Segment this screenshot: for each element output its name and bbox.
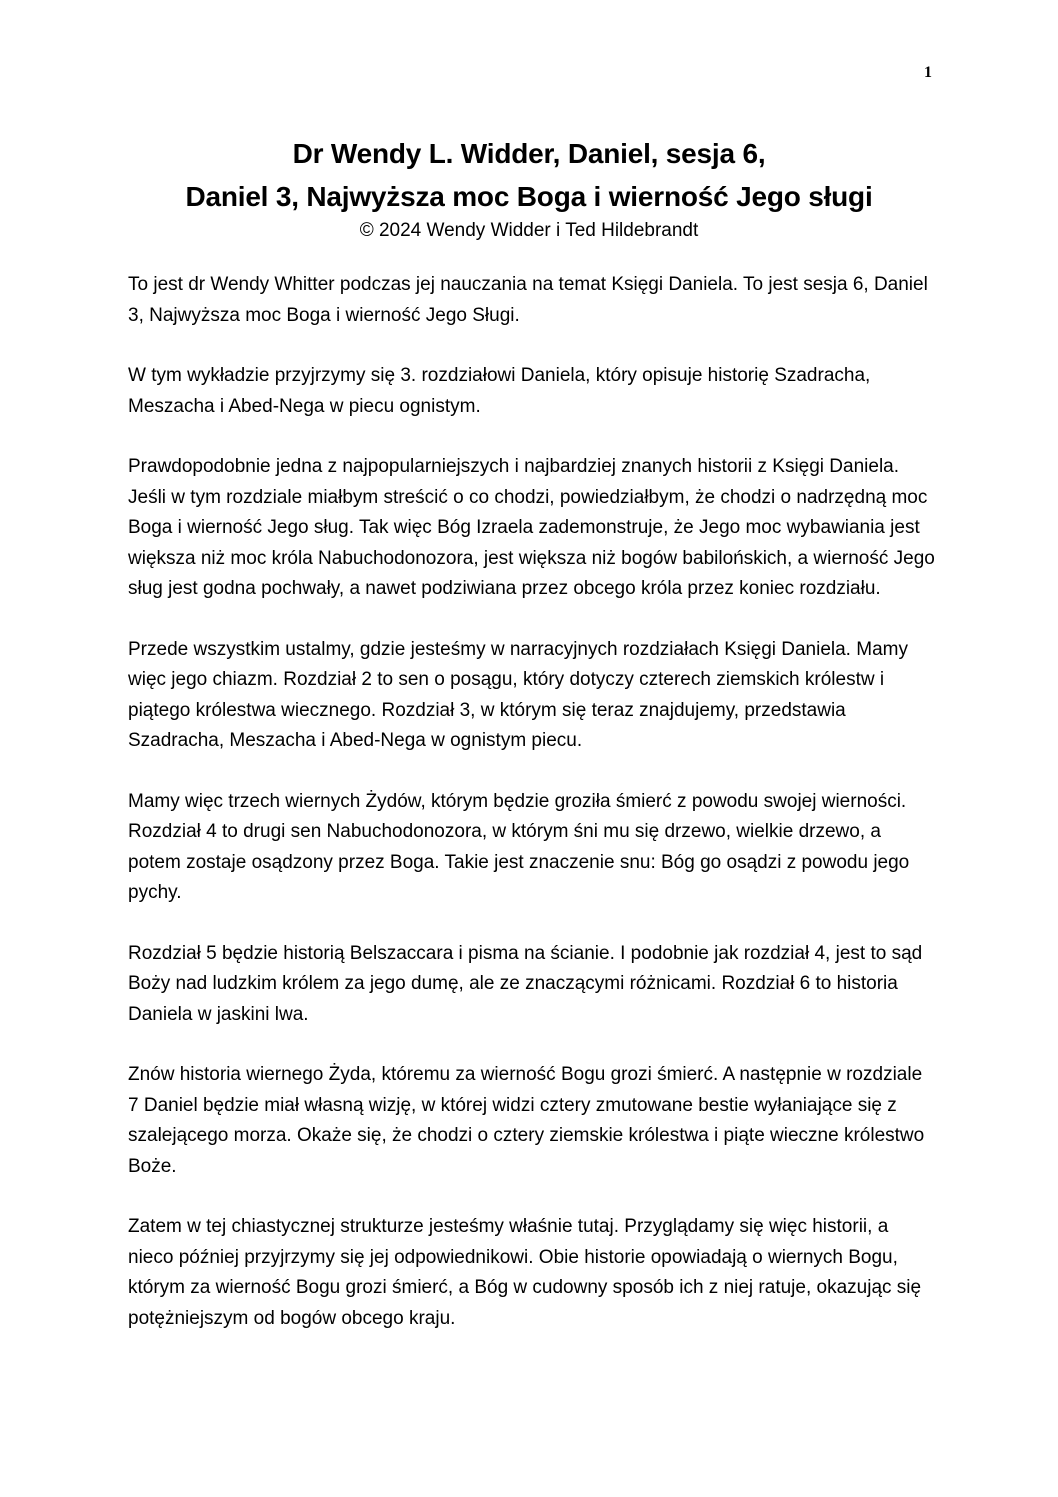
title-line-1: Dr Wendy L. Widder, Daniel, sesja 6, [292,138,766,169]
paragraph-2: W tym wykładzie przyjrzymy się 3. rozdziałowi Daniela, który opisuje historię Szadracha, Meszacha i Abed-Nega w piecu ognistym. [128,365,871,417]
paragraph-8: Zatem w tej chiastycznej strukturze jesteśmy właśnie tutaj. Przyglądamy się więc historii, a nieco później przyjrzymy się jej odpowiednikowi. Obie historie opowiadają o wiernych Bogu, którym za wierność Bogu grozi śmierć, a Bóg w cudowny sposób ich z niej ratuje, okazując się potężniejszym od bogów obcego kraju. [128,1216,922,1329]
copyright-line: © 2024 Wendy Widder i Ted Hildebrandt [359,220,699,241]
document-body [128,270,936,1334]
title-line-2: Daniel 3, Najwyższa moc Boga i wierność Jego sługi [185,181,873,212]
paragraph-4: Przede wszystkim ustalmy, gdzie jesteśmy w narracyjnych rozdziałach Księgi Daniela. Mamy więc jego chiazm. Rozdział 2 to sen o posągu, który dotyczy czterech ziemskich królestw i piątego królestwa wiecznego. Rozdział 3, w którym się teraz znajdujemy, przedstawia Szadracha, Meszacha i Abed-Nega w ognistym piecu. [128,638,908,751]
paragraph-3: Prawdopodobnie jedna z najpopularniejszych i najbardziej znanych historii z Księgi Daniela. Jeśli w tym rozdziale miałbym streścić o co chodzi, powiedziałbym, że chodzi o nadrzędną moc Boga i wierność Jego sług. Tak więc Bóg Izraela zademonstruje, że Jego moc wybawiania jest większa niż moc króla Nabuchodonozora, jest większa niż bogów babilońskich, a wierność Jego sług jest godna pochwały, a nawet podziwiana przez obcego króla przez koniec rozdziału. [128,456,935,599]
page-number: 1 [924,64,932,81]
paragraph-1: To jest dr Wendy Whitter podczas jej nauczania na temat Księgi Daniela. To jest sesja 6, Daniel 3, Najwyższa moc Boga i wierność Jego Sługi. [128,274,928,326]
paragraph-5: Mamy więc trzech wiernych Żydów, którym będzie groziła śmierć z powodu swojej wierności. Rozdział 4 to drugi sen Nabuchodonozora, w którym śni mu się drzewo, wielkie drzewo, a potem zostaje osądzony przez Boga. Takie jest znaczenie snu: Bóg go osądzi z powodu jego pychy. [128,790,910,903]
document-header [120,132,938,244]
paragraph-7: Znów historia wiernego Żyda, któremu za wierność Bogu grozi śmierć. A następnie w rozdziale 7 Daniel będzie miał własną wizję, w której widzi cztery zmutowane bestie wyłaniające się z szalejącego morza. Okaże się, że chodzi o cztery ziemskie królestwa i piąte wieczne królestwo Boże. [128,1064,925,1177]
paragraph-6: Rozdział 5 będzie historią Belszaccara i pisma na ścianie. I podobnie jak rozdział 4, jest to sąd Boży nad ludzkim królem za jego dumę, ale ze znaczącymi różnicami. Rozdział 6 to historia Daniela w jaskini lwa. [128,942,923,1025]
